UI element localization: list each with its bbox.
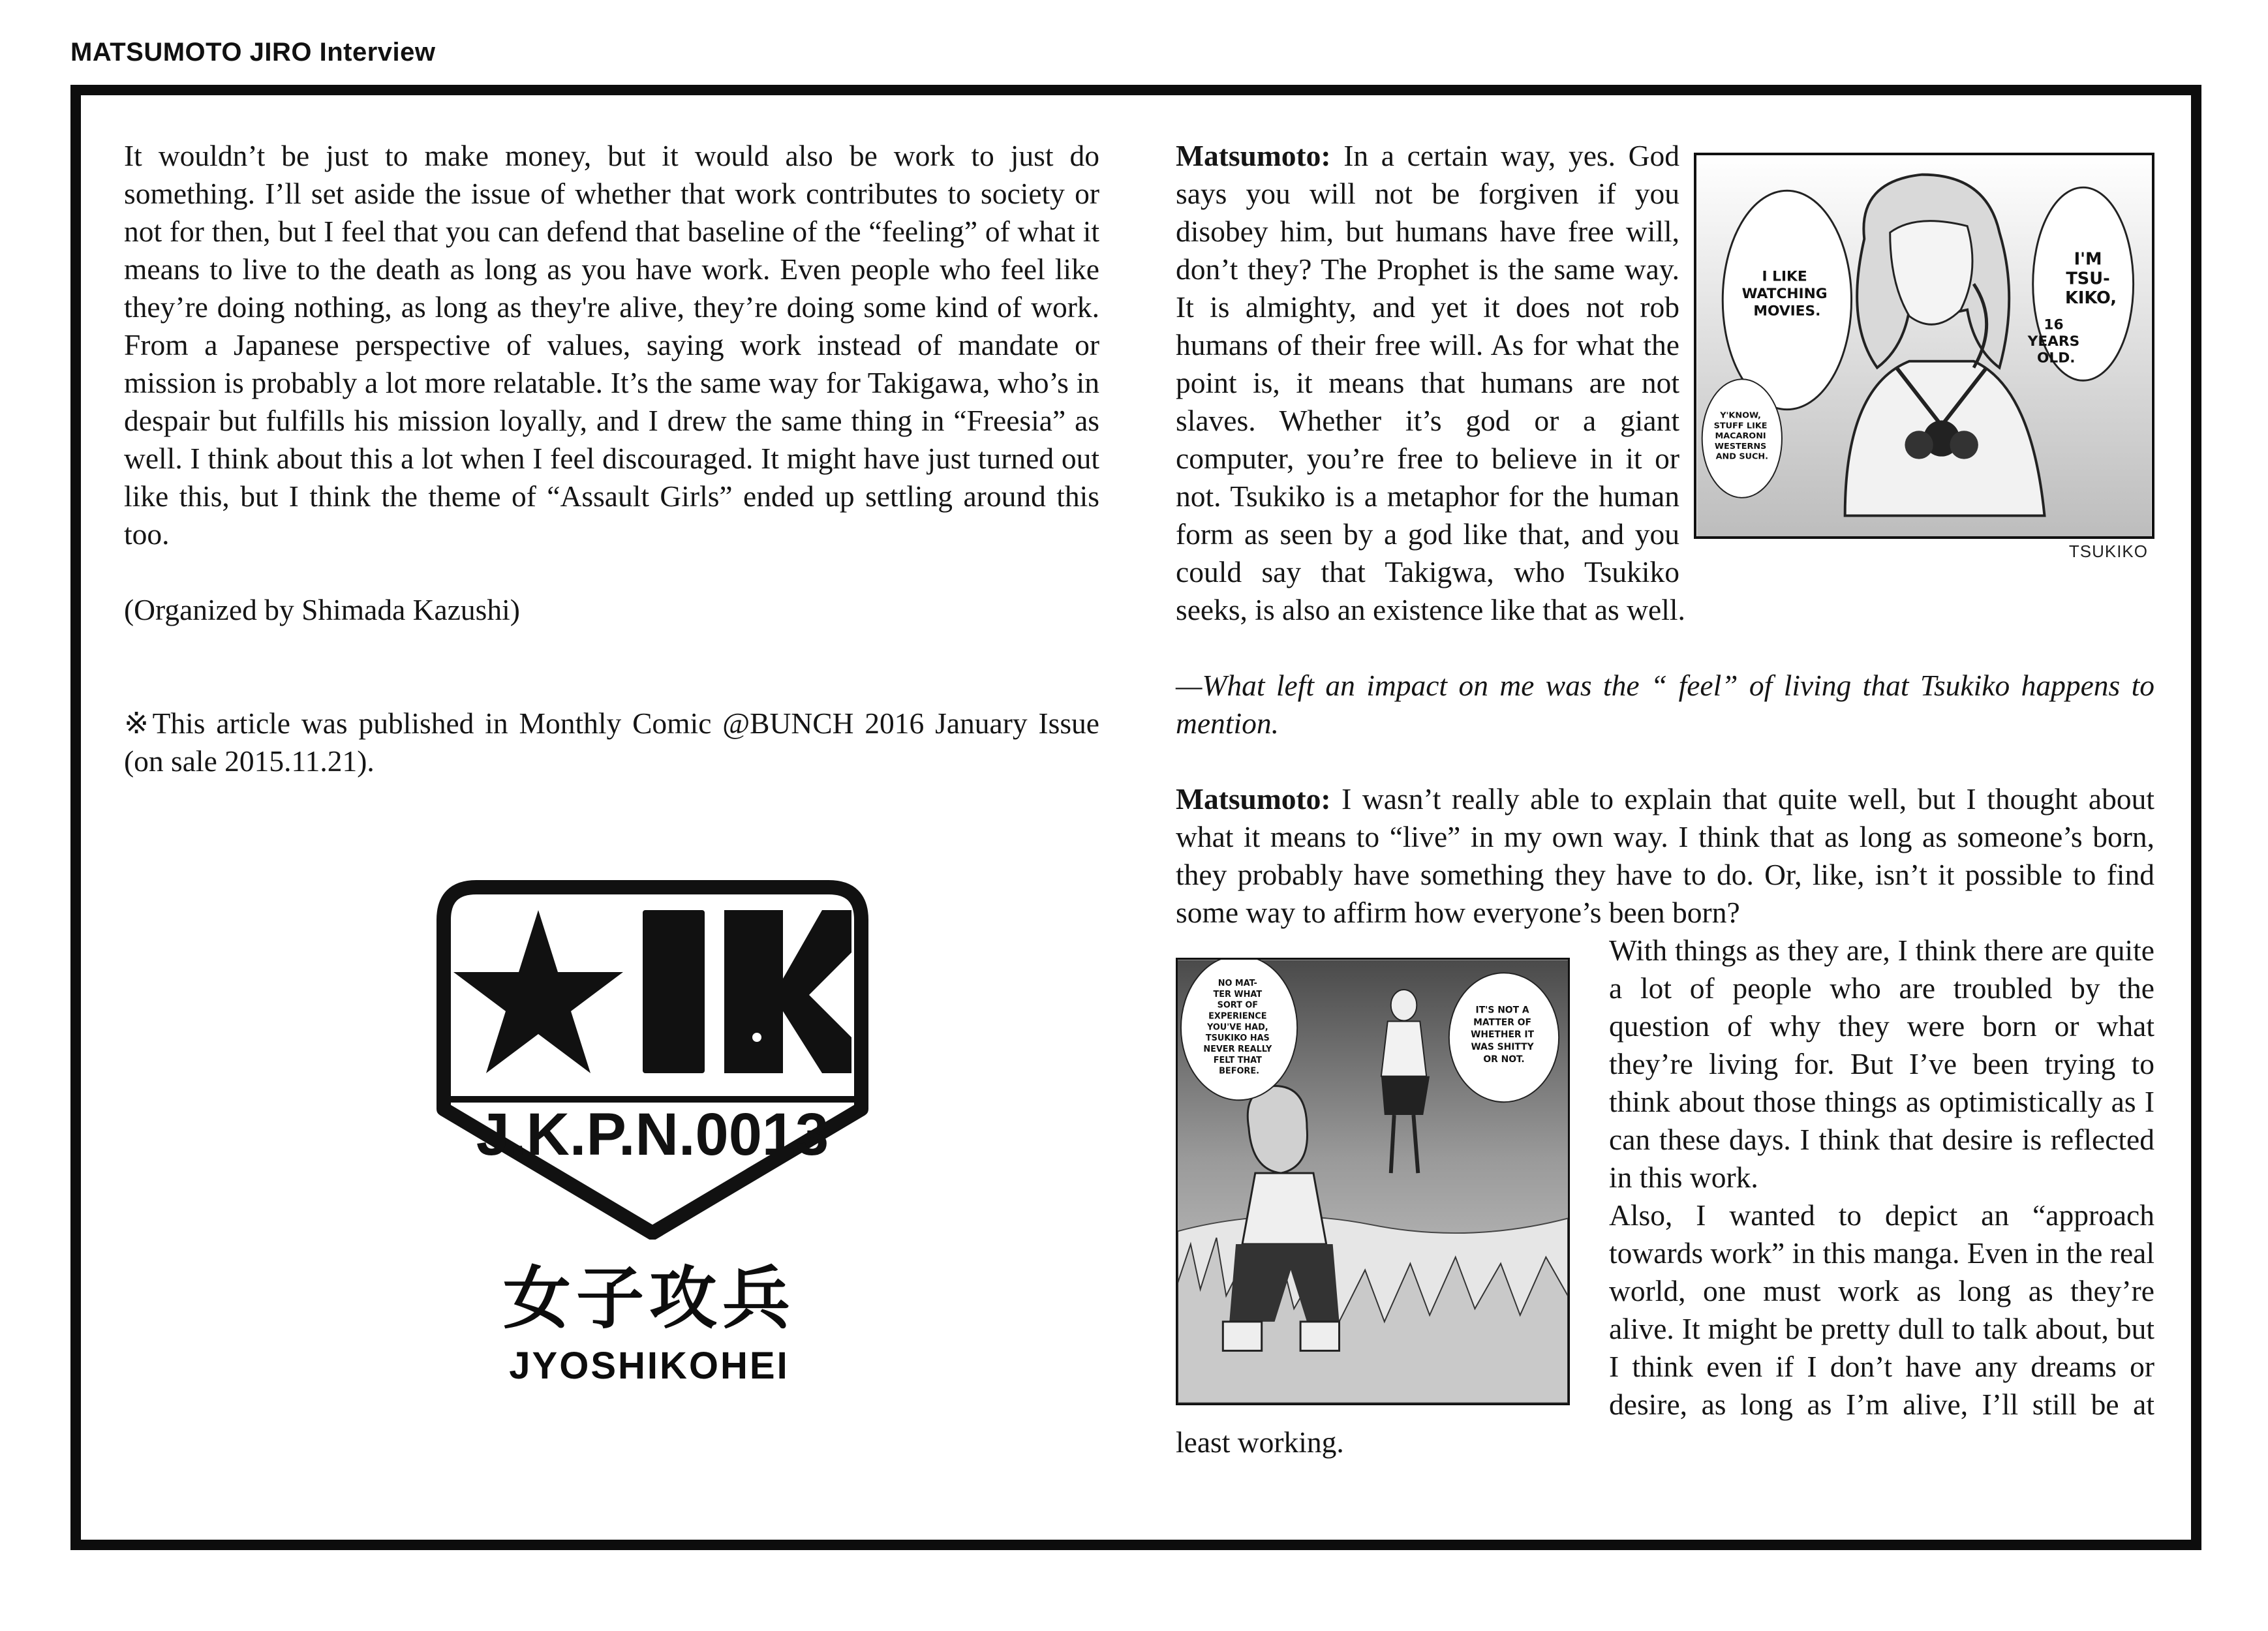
emblem-code: J.K.P.N.0013	[476, 1101, 829, 1168]
speaker-label: Matsumoto:	[1176, 782, 1331, 816]
svg-text:16 YEARS O: 16 YEARS OLD.	[2027, 316, 2080, 367]
logo-romaji-title: JYOSHIKOHEI	[509, 1345, 789, 1387]
left-paragraph: It wouldn’t be just to make money, but it would also be work to just do something. I’ll set aside the issue of whether that work contributes to society or not for then, but I feel that you can defend that baseline of the “feeling” of what it means to live to the death as long as you have work. Even people who feel like they’re doing nothing, as long as they're alive, they’re doing some kind of work. From a Japanese perspective of values, saying work instead of mandate or mission is probably a lot more relatable. It’s the same way for Takigawa, who’s in despair but fulfills his mission loyally, and I drew the same thing in “Freesia” as well. I think about this a lot when I feel discouraged. It might have just turned out like this, but I think the theme of “Assault Girls” ended up settling around this too.	[124, 139, 1099, 551]
bubble-text: I LIKE	[1762, 268, 1807, 285]
speaker-label: Matsumoto:	[1176, 139, 1331, 172]
svg-text:IT'S NOT A MATTER OF: IT'S NOT A MATTER OF WHETHER IT WAS SHITTY OR NOT.	[1471, 1005, 1535, 1065]
field-panel-wrap	[1176, 958, 1570, 1405]
tsukiko-manga-panel	[1694, 153, 2154, 539]
interviewer-question: —What left an impact on me was the “ feel” of living that Tsukiko happens to mention.	[1176, 669, 2154, 740]
bubble-text: WATCHING	[1741, 286, 1828, 302]
svg-text:I'M TSU- K: I'M TSU- KIKO,	[2064, 249, 2117, 308]
right-column	[1176, 137, 2154, 1461]
answer-text: With things as they are, I think there are quite a lot of people who are troubled by the question of why they were born or what they’re living for. But I’ve been trying to think about those things as optimistically as I can these days. I think that desire is reflected in this work.	[1609, 934, 2154, 1194]
jkpn-emblem	[418, 874, 887, 1240]
answer-text: In a certain way, yes. God says you will not be forgiven if you disobey him, but humans have free will, don’t they? The Prophet is the same way. It is almighty, and yet it does not rob humans of their free will. As for what the point is, it means that humans are not slaves. Whether it’s god or a giant computer, you’re free to believe in it or not. Tsukiko is a metaphor for the human form as seen by a god like that, and you could say that Takigwa, who Tsukiko seeks, is also an existence like that as well.	[1176, 139, 1685, 626]
svg-text:Y'KNOW, STUFF LIKE: Y'KNOW, STUFF LIKE MACARONI WESTERNS AND SUCH.	[1713, 410, 1769, 462]
bubble-text: MOVIES.	[1753, 303, 1821, 320]
panel-caption: TSUKIKO	[2068, 541, 2148, 561]
star-icon	[453, 910, 623, 1073]
left-column	[124, 137, 1099, 780]
page-header: MATSUMOTO JIRO Interview	[70, 38, 436, 67]
organized-by: (Organized by Shimada Kazushi)	[124, 593, 520, 626]
answer-text: I wasn’t really able to explain that quite well, but I thought about what it means to “live” in my own way. I think that as long as someone’s born, they probably have something they have to do. Or, like, isn’t it possible to find some way to affirm how everyone’s been born?	[1176, 782, 2154, 929]
jkpn-logo	[418, 874, 887, 1240]
logo-japanese-title: 女子攻兵	[502, 1258, 795, 1338]
svg-text:NO MAT- TER WHAT: NO MAT- TER WHAT SORT OF EXPERIENCE YOU'VE HAD, TSUKIKO HAS NEVER REALLY FELT THAT BEFORE.	[1203, 979, 1272, 1076]
publication-note: ※This article was published in Monthly Comic @BUNCH 2016 January Issue (on sale 2015.11.21).	[124, 707, 1099, 778]
answer-text: Also, I wanted to depict an “approach towards work” in this manga. Even in the real world, one must work as long as they’re alive. It might be pretty dull to talk about, but I think even if I don’t have any dreams or desire, as long as I’m alive, I’ll still be at least working.	[1176, 1198, 2154, 1459]
tsukiko-panel-wrap	[1694, 153, 2154, 570]
field-manga-panel	[1176, 958, 1570, 1405]
